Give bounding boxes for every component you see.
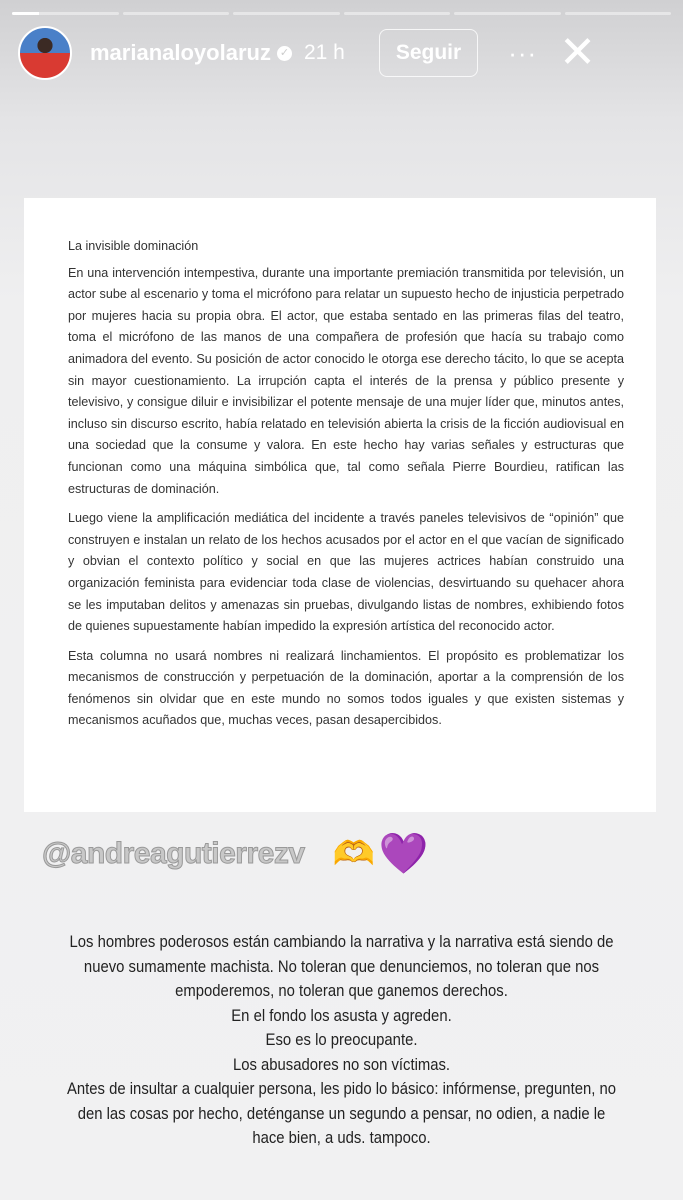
progress-segment: [565, 12, 672, 15]
document-paragraph: En una intervención intempestiva, durante una importante premiación transmitida por televisión, un actor sube al escenario y toma el micrófono para relatar un supuesto hecho de injusticia perpetrado por mujeres hacia su propia obra. El actor, que estaba sentado en las primeras filas del teatro, toma el micrófono de las manos de una compañera de profesión que hacía su trabajo como animadora del evento. Su posición de actor conocido le otorga ese derecho tácito, lo que se acepta sin mayor cuestionamiento. La irrupción capta el interés de la prensa y público presente y televisivo, y consigue diluir e invisibilizar el potente mensaje de una mujer líder que, minutos antes, incluso sin discurso escrito, había relatado en televisión abierta la crisis de la ficción audiovisual en una sociedad que la consume y valora. En este hecho hay varias señales y estructuras que funcionan como una máquina simbólica que, tal como señala Pierre Bourdieu, ratifican las estructuras de dominación.: [68, 265, 624, 496]
document-paragraph: Luego viene la amplificación mediática del incidente a través paneles televisivos de “opinión” que construyen e instalan un relato de los hechos acusados por el actor en el que vacían de significado y obvian el contexto político y social en que las mujeres actrices habían construido una organización feminista para evidenciar toda clase de violencias, desvirtuando su quehacer ahora se les imputaban delitos y amenazas sin pruebas, divulgando listas de nombres, exhibiendo fotos de quienes supuestamente habían impedido la expresión artística del reconocido actor.: [68, 511, 624, 634]
username[interactable]: marianaloyolaruz: [90, 40, 271, 65]
story-progress: [12, 12, 671, 15]
avatar[interactable]: [18, 26, 72, 80]
purple-heart-icon: 💜: [378, 832, 429, 876]
progress-segment: [233, 12, 340, 15]
close-icon[interactable]: ✕: [559, 28, 597, 77]
caption-line: En el fondo los asusta y agreden.: [231, 1006, 452, 1025]
document-paragraph: Esta columna no usará nombres ni realizará linchamientos. El propósito es problematizar los mecanismos de construcción y perpetuación de la dominación, aportar a la comprensión de los fenómenos sin olvidar que en este mundo no somos todos iguales y que existen sistemas y mecanismos acuñados que, muchas veces, pasan desapercibidos.: [68, 648, 624, 728]
post-time: 21 h: [303, 41, 345, 64]
progress-segment: [123, 12, 230, 15]
caption-line: Eso es lo preocupante.: [265, 1031, 418, 1049]
progress-segment: [344, 12, 451, 15]
caption-line: Los abusadores no son víctimas.: [232, 1055, 451, 1074]
mention-handle[interactable]: @andreagutierrezv: [42, 836, 305, 870]
story-caption: [61, 930, 622, 1151]
heart-hands-icon: 🫶: [332, 834, 375, 873]
mention-sticker[interactable]: [42, 830, 429, 877]
verified-badge-icon: ✓: [277, 46, 292, 61]
document-title: La invisible dominación: [68, 239, 199, 253]
progress-segment: [12, 12, 119, 15]
document-image: [24, 198, 656, 812]
caption-line: Antes de insultar a cualquier persona, les pido lo básico: infórmense, pregunten, no den las cosas por hecho, deténganse un segundo a pensar, no odien, a nadie le hace bien, a uds. tampoco.: [67, 1080, 616, 1147]
progress-segment: [454, 12, 561, 15]
caption-line: Los hombres poderosos están cambiando la narrativa y la narrativa está siendo de nuevo sumamente machista. No toleran que denunciemos, no toleran que nos empoderemos, no toleran que ganemos derechos.: [69, 933, 614, 1000]
story-header: [18, 28, 669, 78]
more-options-icon[interactable]: ···: [508, 37, 538, 68]
follow-button[interactable]: Seguir: [379, 29, 478, 77]
